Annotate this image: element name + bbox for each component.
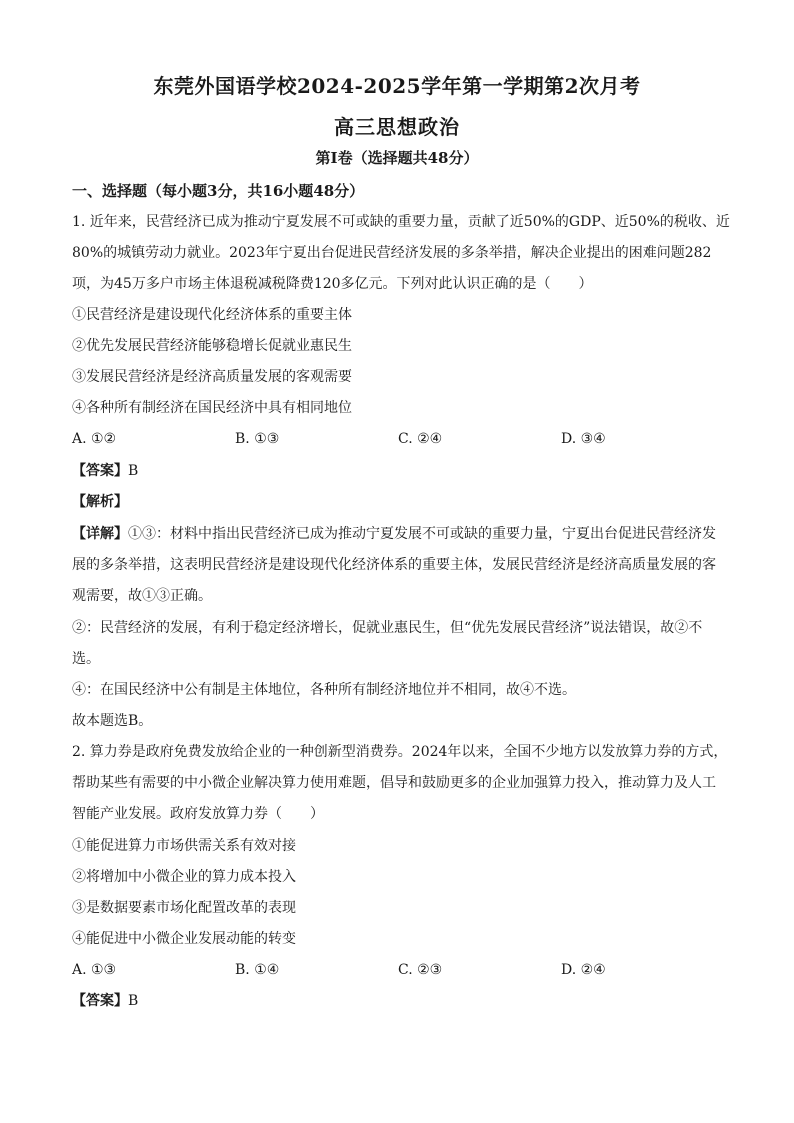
answer-value: B — [128, 993, 139, 1009]
q1-item: ②优先发展民营经济能够稳增长促就业惠民生 — [72, 338, 352, 354]
q1-detail-line: 观需要，故①③正确。 — [72, 588, 212, 604]
q1-option-b: B. ①③ — [235, 431, 280, 447]
answer-label: 【答案】 — [72, 463, 128, 479]
section-heading: 一、选择题（每小题3分，共16小题48分） — [72, 182, 365, 200]
q2-item: ②将增加中小微企业的算力成本投入 — [72, 869, 296, 885]
q2-stem-line: 智能产业发展。政府发放算力券（ ） — [72, 806, 324, 822]
q2-option-b: B. ①④ — [235, 962, 280, 978]
q1-stem-line: 项，为45万多户市场主体退税减税降费120多亿元。下列对此认识正确的是（ ） — [72, 276, 593, 292]
q2-item: ①能促进算力市场供需关系有效对接 — [72, 838, 296, 854]
detail-text: ①③：材料中指出民营经济已成为推动宁夏发展不可或缺的重要力量，宁夏出台促进民营经济发 — [128, 526, 716, 542]
q1-option-d: D. ③④ — [561, 431, 606, 447]
q1-option-a: A. ①② — [72, 431, 117, 447]
q1-options — [72, 429, 632, 449]
q2-item: ④能促进中小微企业发展动能的转变 — [72, 931, 296, 947]
q1-stem-line: 80%的城镇劳动力就业。2023年宁夏出台促进民营经济发展的多条举措，解决企业提出的困难问题282 — [72, 245, 712, 261]
q1-detail-line: 选。 — [72, 651, 100, 667]
answer-value: B — [128, 463, 139, 479]
q2-stem-line: 2. 算力券是政府免费发放给企业的一种创新型消费券。2024年以来，全国不少地方以发放算力券的方式， — [72, 744, 728, 760]
q1-item: ④各种所有制经济在国民经济中具有相同地位 — [72, 400, 352, 416]
q2-options — [72, 960, 632, 980]
q1-detail-line: ④：在国民经济中公有制是主体地位，各种所有制经济地位并不相同，故④不选。 — [72, 682, 576, 698]
part-title: 第I卷（选择题共48分） — [315, 149, 479, 167]
q1-answer — [72, 461, 138, 481]
q1-detail-line: 展的多条举措，这表明民营经济是建设现代化经济体系的重要主体，发展民营经济是经济高质量发展的客 — [72, 557, 716, 573]
q1-stem-line: 1. 近年来，民营经济已成为推动宁夏发展不可或缺的重要力量，贡献了近50%的GDP、近50%的税收、近 — [72, 214, 730, 230]
q1-detail-line: ②：民营经济的发展，有利于稳定经济增长，促就业惠民生，但“优先发展民营经济”说法错误，故②不 — [72, 620, 703, 636]
q2-stem-line: 帮助某些有需要的中小微企业解决算力使用难题，倡导和鼓励更多的企业加强算力投入，推动算力及人工 — [72, 775, 716, 791]
exam-title: 东莞外国语学校2024-2025学年第一学期第2次月考 — [153, 74, 641, 98]
q2-option-c: C. ②③ — [398, 962, 443, 978]
q1-detail-line: 故本题选B。 — [72, 713, 153, 729]
q2-item: ③是数据要素市场化配置改革的表现 — [72, 900, 296, 916]
q2-answer — [72, 991, 138, 1011]
q1-option-c: C. ②④ — [398, 431, 443, 447]
detail-label: 【详解】 — [72, 526, 128, 542]
subject-title: 高三思想政治 — [334, 115, 460, 139]
q1-item: ①民营经济是建设现代化经济体系的重要主体 — [72, 307, 352, 323]
answer-label: 【答案】 — [72, 993, 128, 1009]
q2-option-d: D. ②④ — [561, 962, 606, 978]
q1-detail-line — [72, 524, 716, 544]
q1-item: ③发展民营经济是经济高质量发展的客观需要 — [72, 369, 352, 385]
q1-analysis-label: 【解析】 — [72, 494, 128, 510]
q2-option-a: A. ①③ — [72, 962, 117, 978]
